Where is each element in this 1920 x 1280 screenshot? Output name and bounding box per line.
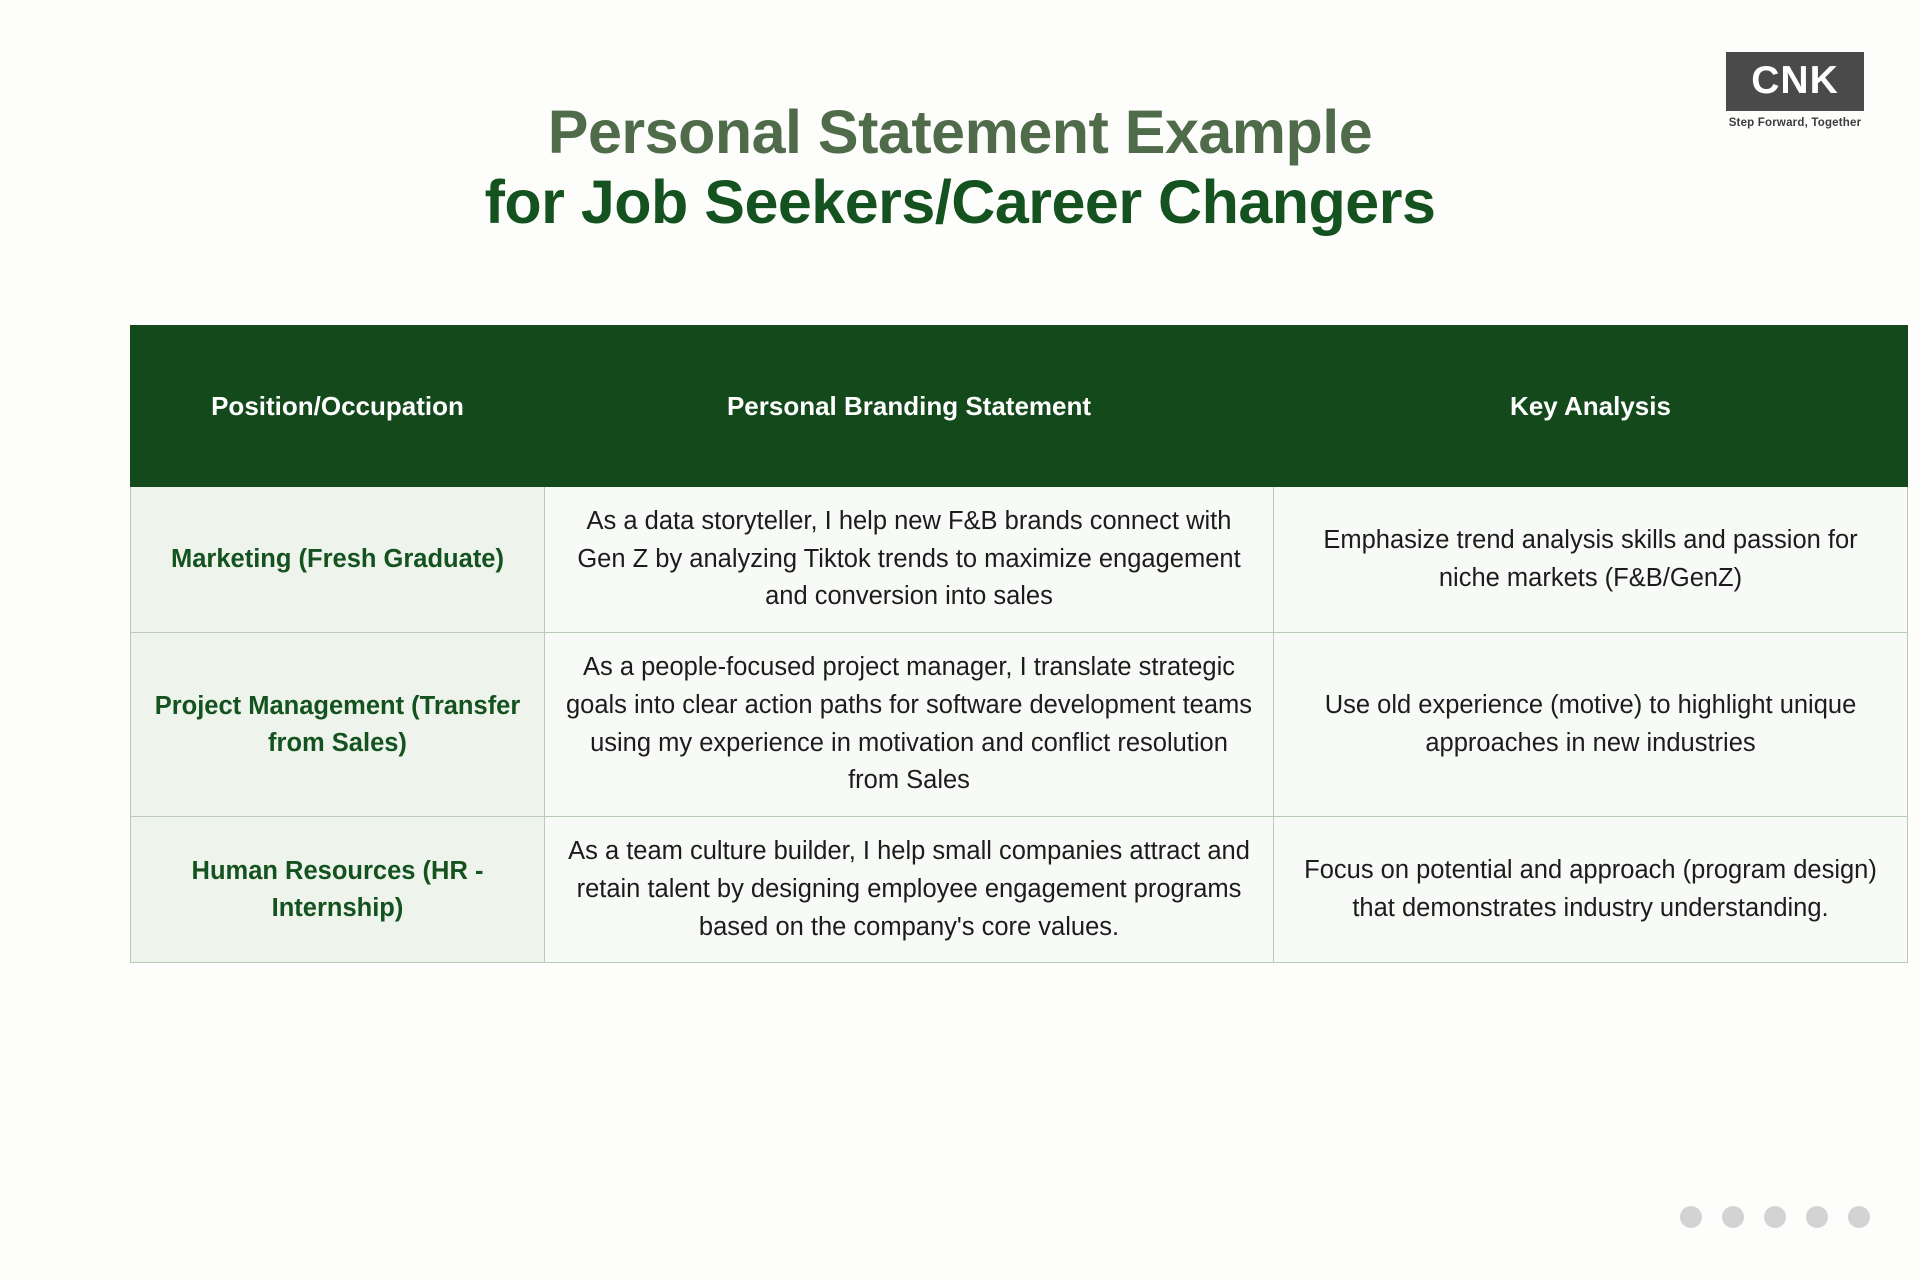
cell-key-analysis: Use old experience (motive) to highlight unique approaches in new industries bbox=[1274, 633, 1908, 817]
table-header bbox=[131, 326, 1908, 487]
page-title-line-1: Personal Statement Example bbox=[547, 98, 1373, 166]
pagination-dot[interactable] bbox=[1806, 1206, 1828, 1228]
pagination-dots bbox=[1680, 1206, 1870, 1228]
table-row bbox=[131, 817, 1908, 963]
page-title bbox=[0, 98, 1920, 237]
table-body bbox=[131, 487, 1908, 963]
comparison-table bbox=[130, 325, 1908, 963]
cell-statement: As a data storyteller, I help new F&B brands connect with Gen Z by analyzing Tiktok trends to maximize engagement and conversion into sales bbox=[545, 487, 1274, 633]
table-row bbox=[131, 487, 1908, 633]
page-title-line-2: for Job Seekers/Career Changers bbox=[484, 167, 1436, 236]
column-header-statement: Personal Branding Statement bbox=[545, 326, 1274, 487]
pagination-dot[interactable] bbox=[1722, 1206, 1744, 1228]
cell-position: Human Resources (HR - Internship) bbox=[131, 817, 545, 963]
table-row bbox=[131, 633, 1908, 817]
table-header-row bbox=[131, 326, 1908, 487]
cell-position: Project Management (Transfer from Sales) bbox=[131, 633, 545, 817]
cell-statement: As a team culture builder, I help small companies attract and retain talent by designing employee engagement programs based on the company's core values. bbox=[545, 817, 1274, 963]
cell-key-analysis: Focus on potential and approach (program design) that demonstrates industry understanding. bbox=[1274, 817, 1908, 963]
pagination-dot[interactable] bbox=[1764, 1206, 1786, 1228]
cell-position: Marketing (Fresh Graduate) bbox=[131, 487, 545, 633]
logo-tagline: Step Forward, Together bbox=[1728, 117, 1862, 129]
pagination-dot[interactable] bbox=[1680, 1206, 1702, 1228]
cell-statement: As a people-focused project manager, I translate strategic goals into clear action paths for software development teams using my experience in motivation and conflict resolution from Sales bbox=[545, 633, 1274, 817]
pagination-dot[interactable] bbox=[1848, 1206, 1870, 1228]
column-header-key-analysis: Key Analysis bbox=[1274, 326, 1908, 487]
column-header-position: Position/Occupation bbox=[131, 326, 545, 487]
cell-key-analysis: Emphasize trend analysis skills and passion for niche markets (F&B/GenZ) bbox=[1274, 487, 1908, 633]
comparison-table-container bbox=[130, 325, 1877, 963]
logo-mark-text: CNK bbox=[1726, 52, 1864, 111]
